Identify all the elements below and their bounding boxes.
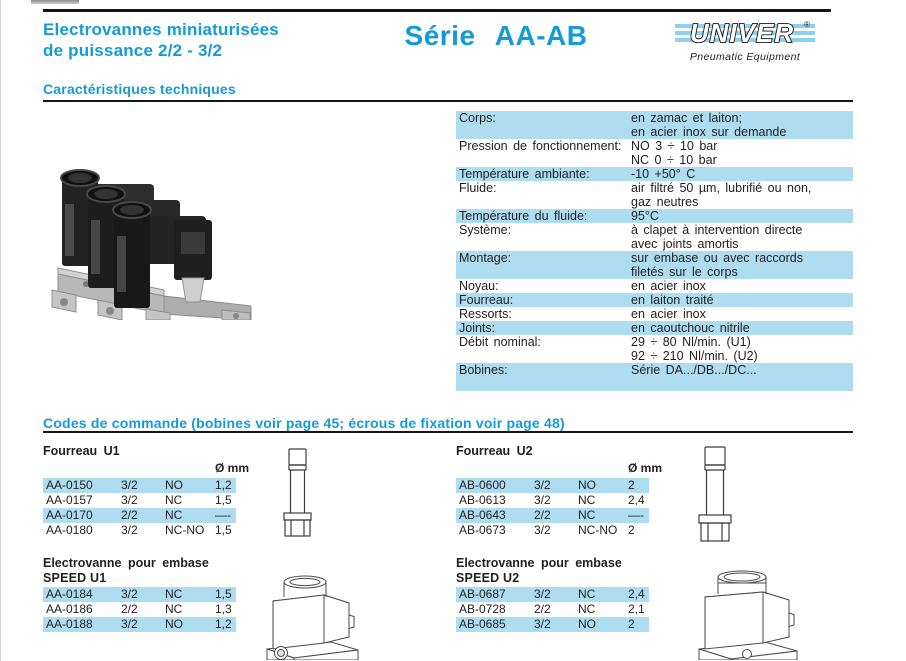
characteristic-value: en acier inox [631,307,706,321]
orifice-diameter: 1,2 [215,617,232,631]
characteristics-row [456,293,853,307]
series-title: Série AA-AB [404,20,588,51]
characteristic-value: en acier inox [631,279,706,293]
characteristic-label: Ressorts: [459,307,512,321]
characteristic-label: Noyau: [459,279,499,293]
orifice-diameter: —- [628,508,644,522]
product-code: AA-0180 [46,523,93,537]
valve-function: 3/2 [121,587,138,601]
valve-type: NC [578,508,596,522]
valve-function: 2/2 [534,508,551,522]
product-code: AB-0687 [459,587,506,601]
orifice-diameter: 2 [628,617,635,631]
characteristic-value: sur embase ou avec raccords filetés sur le corps [631,251,803,279]
valve-type: NC [165,508,183,522]
fourreau-u2-drawing [693,445,737,545]
order-row [456,523,649,538]
order-rows [43,478,236,538]
orifice-diameter: 2,1 [628,602,645,616]
valve-type: NO [165,478,183,492]
orifice-diameter: —- [215,508,231,522]
characteristic-label: Température ambiante: [459,167,590,181]
page-title [43,19,279,61]
valve-function: 3/2 [534,617,551,631]
product-code: AA-0157 [46,493,93,507]
orifice-diameter: 2 [628,523,635,537]
characteristics-row [456,139,853,167]
univer-logo [675,13,815,63]
order-row [43,587,236,602]
characteristic-value: -10 +50° C [631,167,696,181]
characteristic-label: Corps: [459,111,496,125]
fourreau-u1-drawing [277,447,317,542]
order-row [43,478,236,493]
order-table-title: Electrovanne pour embase [456,556,622,570]
orifice-diameter: 2,4 [628,493,645,507]
valve-function: 3/2 [121,478,138,492]
order-table-speed-u1 [43,556,243,632]
characteristic-label: Bobines: [459,363,508,377]
order-table-speed-u2 [456,556,656,632]
orifice-diameter: 2 [628,478,635,492]
logo-tagline: Pneumatic Equipment [689,51,801,63]
characteristic-value: air filtré 50 µm, lubrifié ou non, gaz neutres [631,181,812,209]
order-table-fourreau-u2 [456,444,663,538]
valve-type: NC [165,587,183,601]
order-table-fourreau-u1 [43,444,250,538]
characteristic-label: Système: [459,223,512,237]
order-row [43,617,236,632]
page-title-line2: de puissance 2/2 - 3/2 [43,41,223,60]
characteristics-row [456,335,853,363]
section-heading-order-codes: Codes de commande (bobines voir page 45; écrous de fixation voir page 48) [43,415,565,431]
valve-type: NC-NO [578,523,618,537]
valve-type: NC [165,493,183,507]
characteristic-value: en laiton traité [631,293,714,307]
characteristic-label: Fluide: [459,181,497,195]
characteristics-row [456,181,853,209]
order-rows [456,478,649,538]
characteristics-row [456,167,853,181]
orifice-diameter: 1,5 [215,523,232,537]
product-code: AA-0188 [46,617,93,631]
valve-type: NO [578,478,596,492]
order-row [456,478,649,493]
order-row [43,493,236,508]
characteristics-row [456,209,853,223]
characteristics-row [456,111,853,139]
order-rows [43,587,236,632]
valve-type: NO [165,617,183,631]
characteristic-value: à clapet à intervention directe avec joints amortis [631,223,803,251]
characteristic-value: 29 ÷ 80 Nl/min. (U1) 92 ÷ 210 Nl/min. (U2) [631,335,758,363]
valve-function: 3/2 [534,587,551,601]
valve-function: 2/2 [534,602,551,616]
speed-u1-valve-drawing [261,571,366,660]
page-title-line1: Electrovannes miniaturisées [43,20,279,39]
order-row [456,493,649,508]
valve-type: NC [578,493,596,507]
order-row [456,508,649,523]
characteristics-row [456,223,853,251]
valve-type: NO [578,617,596,631]
characteristic-label: Température du fluide: [459,209,588,223]
logo-brand-text: UNIVER [689,18,795,48]
orifice-diameter: 1,3 [215,602,232,616]
characteristic-value: en caoutchouc nitrile [631,321,750,335]
characteristics-row [456,321,853,335]
orifice-diameter: 1,2 [215,478,232,492]
univer-logo-mark [675,13,815,49]
order-table-title: Fourreau U1 [43,444,120,458]
valve-function: 3/2 [121,617,138,631]
product-code: AB-0600 [459,478,506,492]
registered-trademark-symbol: ® [804,20,810,29]
valve-type: NC [578,602,596,616]
orifice-diameter: 1,5 [215,587,232,601]
product-code: AA-0184 [46,587,93,601]
order-row [456,617,649,632]
bottom-rule [43,431,853,433]
characteristic-label: Pression de fonctionnement: [459,139,622,153]
mid-rule [43,100,853,102]
valve-function: 2/2 [121,508,138,522]
order-row [43,508,236,523]
characteristics-row [456,307,853,321]
product-code: AA-0150 [46,478,93,492]
valve-type: NC [578,587,596,601]
order-row [456,587,649,602]
valve-function: 2/2 [121,602,138,616]
valve-function: 3/2 [121,523,138,537]
characteristics-row [456,363,853,391]
orifice-diameter: 2,4 [628,587,645,601]
orifice-diameter: 1,5 [215,493,232,507]
order-table-title: Fourreau U2 [456,444,533,458]
product-code: AB-0685 [459,617,506,631]
order-row [43,523,236,538]
product-code: AB-0643 [459,508,506,522]
valve-function: 3/2 [534,478,551,492]
characteristic-value: NO 3 ÷ 10 bar NC 0 ÷ 10 bar [631,139,718,167]
characteristics-table [456,111,853,391]
valve-function: 3/2 [121,493,138,507]
valve-type: NC [165,602,183,616]
order-row [43,602,236,617]
product-code: AB-0728 [459,602,506,616]
order-rows [456,587,649,632]
characteristic-label: Montage: [459,251,512,265]
product-photo-valve-bank [46,162,281,320]
product-code: AB-0673 [459,523,506,537]
order-row [456,602,649,617]
order-table-title: Electrovanne pour embase [43,556,209,570]
order-table-subtitle: SPEED U2 [456,571,520,585]
scan-edge-artifact [31,0,79,4]
product-code: AA-0170 [46,508,93,522]
characteristic-label: Joints: [459,321,496,335]
section-heading-characteristics: Caractéristiques techniques [43,81,236,97]
valve-function: 3/2 [534,493,551,507]
characteristic-label: Débit nominal: [459,335,541,349]
top-rule [43,9,831,12]
characteristic-label: Fourreau: [459,293,514,307]
characteristic-value: 95°C [631,209,659,223]
characteristics-row [456,251,853,279]
valve-function: 3/2 [534,523,551,537]
characteristics-row [456,279,853,293]
diameter-column-header: Ø mm [628,461,663,475]
characteristic-value: Série DA.../DB.../DC... [631,363,757,377]
product-code: AA-0186 [46,602,93,616]
order-table-subtitle: SPEED U1 [43,571,107,585]
speed-u2-valve-drawing [695,569,805,660]
characteristic-value: en zamac et laiton; en acier inox sur demande [631,111,787,139]
diameter-column-header: Ø mm [215,461,250,475]
product-code: AB-0613 [459,493,506,507]
valve-type: NC-NO [165,523,205,537]
